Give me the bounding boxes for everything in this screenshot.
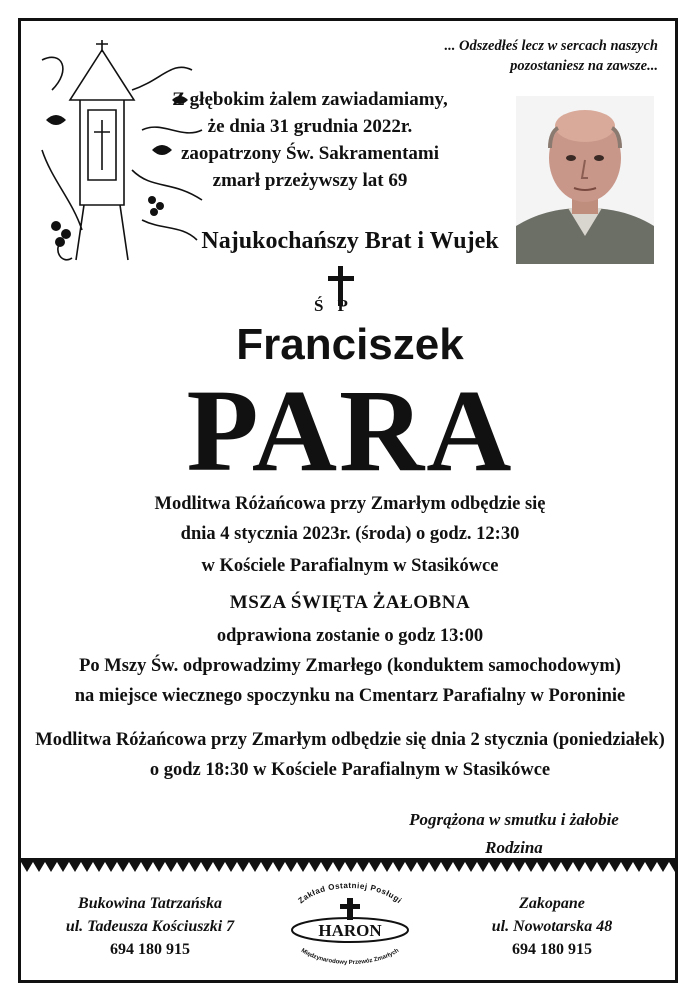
quote-line-2: pozostaniesz na zawsze... — [510, 58, 658, 74]
memorial-quote — [358, 36, 658, 76]
footer-branch-right — [432, 892, 672, 961]
haron-funeral-logo — [270, 878, 430, 968]
quote-line-1: ... Odszedłeś lecz w sercach naszych — [444, 38, 658, 54]
footer-left-city: Bukowina Tatrzańska — [78, 895, 222, 912]
ceremony-line-1: Modlitwa Różańcowa przy Zmarłym odbędzie się — [154, 494, 546, 514]
deceased-first-name: Franciszek — [236, 320, 464, 369]
footer-branch-left — [30, 892, 270, 961]
sp-abbreviation: ŚP — [314, 296, 362, 315]
deceased-surname: PARA — [186, 365, 514, 496]
family-signature — [364, 806, 664, 862]
ceremony-line-5: Po Mszy Św. odprowadzimy Zmarłego (konduktem samochodowym) — [79, 656, 621, 676]
footer-right-street: ul. Nowotarska 48 — [491, 918, 613, 935]
ceremony-line-3: w Kościele Parafialnym w Stasikówce — [201, 556, 499, 576]
zigzag-divider — [21, 858, 675, 874]
mass-title: MSZA ŚWIĘTA ŻAŁOBNA — [229, 592, 471, 613]
signature-line-2: Rodzina — [485, 838, 543, 857]
ceremony-line-8: o godz 18:30 w Kościele Parafialnym w Stasikówce — [149, 760, 551, 780]
intro-line-4: zmarł przeżywszy lat 69 — [212, 170, 408, 191]
footer-right-city: Zakopane — [519, 895, 585, 912]
logo-bottom-text: Międzynarodowy Przewóz Zmarłych — [299, 947, 401, 967]
intro-line-2: że dnia 31 grudnia 2022r. — [207, 116, 413, 137]
ceremony-line-2: dnia 4 stycznia 2023r. (środa) o godz. 12:30 — [180, 524, 520, 544]
ceremony-line-6: na miejsce wiecznego spoczynku na Cmentarz Parafialny w Poroninie — [74, 686, 626, 706]
announcement-intro — [140, 86, 480, 194]
logo-name: HARON — [318, 921, 382, 940]
logo-top-text: Zakład Ostatniej Posługi — [296, 880, 404, 906]
footer-right-phone: 694 180 915 — [512, 941, 592, 958]
footer-left-phone: 694 180 915 — [110, 941, 190, 958]
svg-text:Międzynarodowy Przewóz Zmarłyc — [300, 948, 401, 966]
intro-line-3: zaopatrzony Św. Sakramentami — [180, 143, 440, 164]
ceremony-line-7: Modlitwa Różańcowa przy Zmarłym odbędzie się dnia 2 stycznia (poniedziałek) — [35, 730, 665, 750]
relation-title: Najukochańszy Brat i Wujek — [201, 228, 499, 254]
ceremony-line-4: odprawiona zostanie o godz 13:00 — [216, 626, 484, 646]
footer-left-street: ul. Tadeusza Kościuszki 7 — [65, 918, 235, 935]
signature-line-1: Pogrążona w smutku i żałobie — [409, 810, 619, 829]
intro-line-1: Z głębokim żalem zawiadamiamy, — [172, 89, 448, 110]
